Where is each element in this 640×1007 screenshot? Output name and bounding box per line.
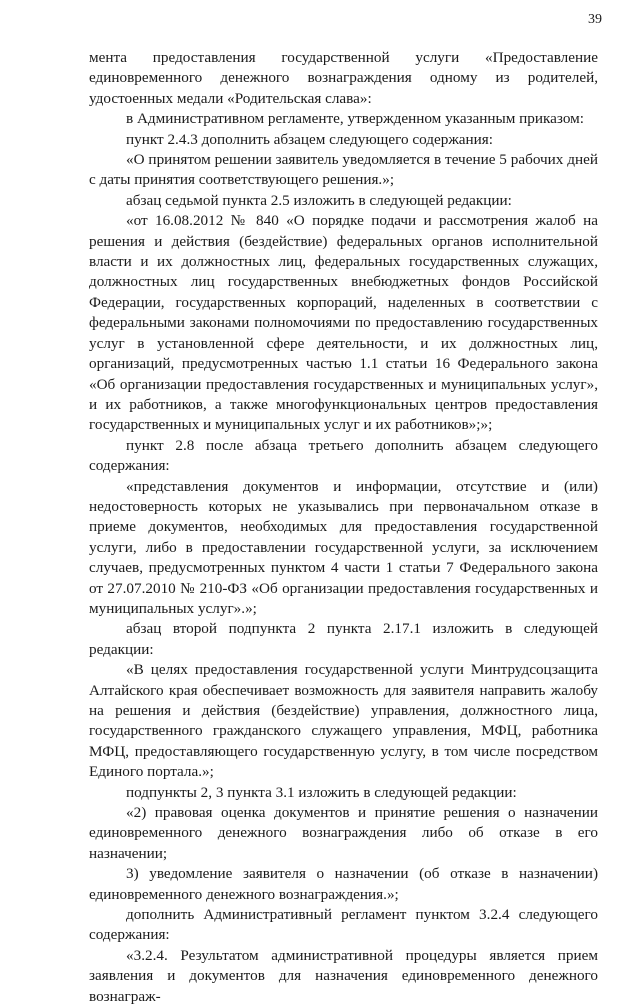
paragraph: пункт 2.8 после абзаца третьего дополнить абзацем следующего содержания: xyxy=(89,436,598,475)
paragraph: 3) уведомление заявителя о назначении (об отказе в назначении) единовременного денежного вознаграждения.»; xyxy=(89,865,598,903)
paragraph: «3.2.4. Результатом административной процедуры является прием заявления и документов для назначения единовременного денежного вознаграж- xyxy=(89,946,598,1005)
paragraph: «2) правовая оценка документов и принятие решения о назначении единовременного денежного вознаграждения либо об отказе в его назначении; xyxy=(89,804,598,862)
document-body xyxy=(89,48,598,1007)
paragraph: абзац второй подпункта 2 пункта 2.17.1 изложить в следующей редакции: xyxy=(89,620,598,658)
paragraph: «О принятом решении заявитель уведомляется в течение 5 рабочих дней с даты принятия соответствующего решения.»; xyxy=(89,151,598,189)
paragraph: дополнить Административный регламент пунктом 3.2.4 следующего содержания: xyxy=(89,906,598,944)
paragraph: «представления документов и информации, отсутствие и (или) недостоверность которых не указывались при первоначальном отказе в приеме документов, необходимых для предоставления государственной услуги, либо в предоставлении государственной услуги, за исключением случаев, предусмотренных пунктом 4 части 1 статьи 7 Федерального закона от 27.07.2010 № 210-ФЗ «Об организации предоставления государственных и муниципальных услуг».»; xyxy=(89,477,598,617)
paragraph: в Административном регламенте, утвержденном указанным приказом: xyxy=(126,110,584,128)
paragraph: «от 16.08.2012 № 840 «О порядке подачи и рассмотрения жалоб на решения и действия (бездействие) федеральных органов исполнительной власти и их должностных лиц, федеральных государственных служащих, должностных лиц государственных внебюджетных фондов Российской Федерации, государственных корпораций, наделенных в соответствии с федеральными законами полномочиями по предоставлению государственных услуг в установленной сфере деятельности, и их должностных лиц, организаций, предусмотренных частью 1.1 статьи 16 Федерального закона «Об организации предоставления государственных и муниципальных услуг», и их работников, а также многофункциональных центров предоставления государственных и муниципальных услуг и их работников»;»; xyxy=(89,212,598,434)
paragraph: пункт 2.4.3 дополнить абзацем следующего содержания: xyxy=(126,130,494,148)
page-number: 39 xyxy=(588,12,602,27)
paragraph: мента предоставления государственной услуги «Предоставление единовременного денежного вознаграждения одному из родителей, удостоенных медали «Родительская слава»: xyxy=(89,49,598,107)
paragraph: подпункты 2, 3 пункта 3.1 изложить в следующей редакции: xyxy=(126,783,517,801)
paragraph: «В целях предоставления государственной услуги Минтрудсоцзащита Алтайского края обеспечивает возможность для заявителя направить жалобу на решения и действия (бездействие) управления, должностного лица, государственного гражданского служащего управления, МФЦ, работника МФЦ, предоставляющего государственную услугу, в том числе посредством Единого портала.»; xyxy=(89,661,598,781)
paragraph: абзац седьмой пункта 2.5 изложить в следующей редакции: xyxy=(126,191,512,209)
